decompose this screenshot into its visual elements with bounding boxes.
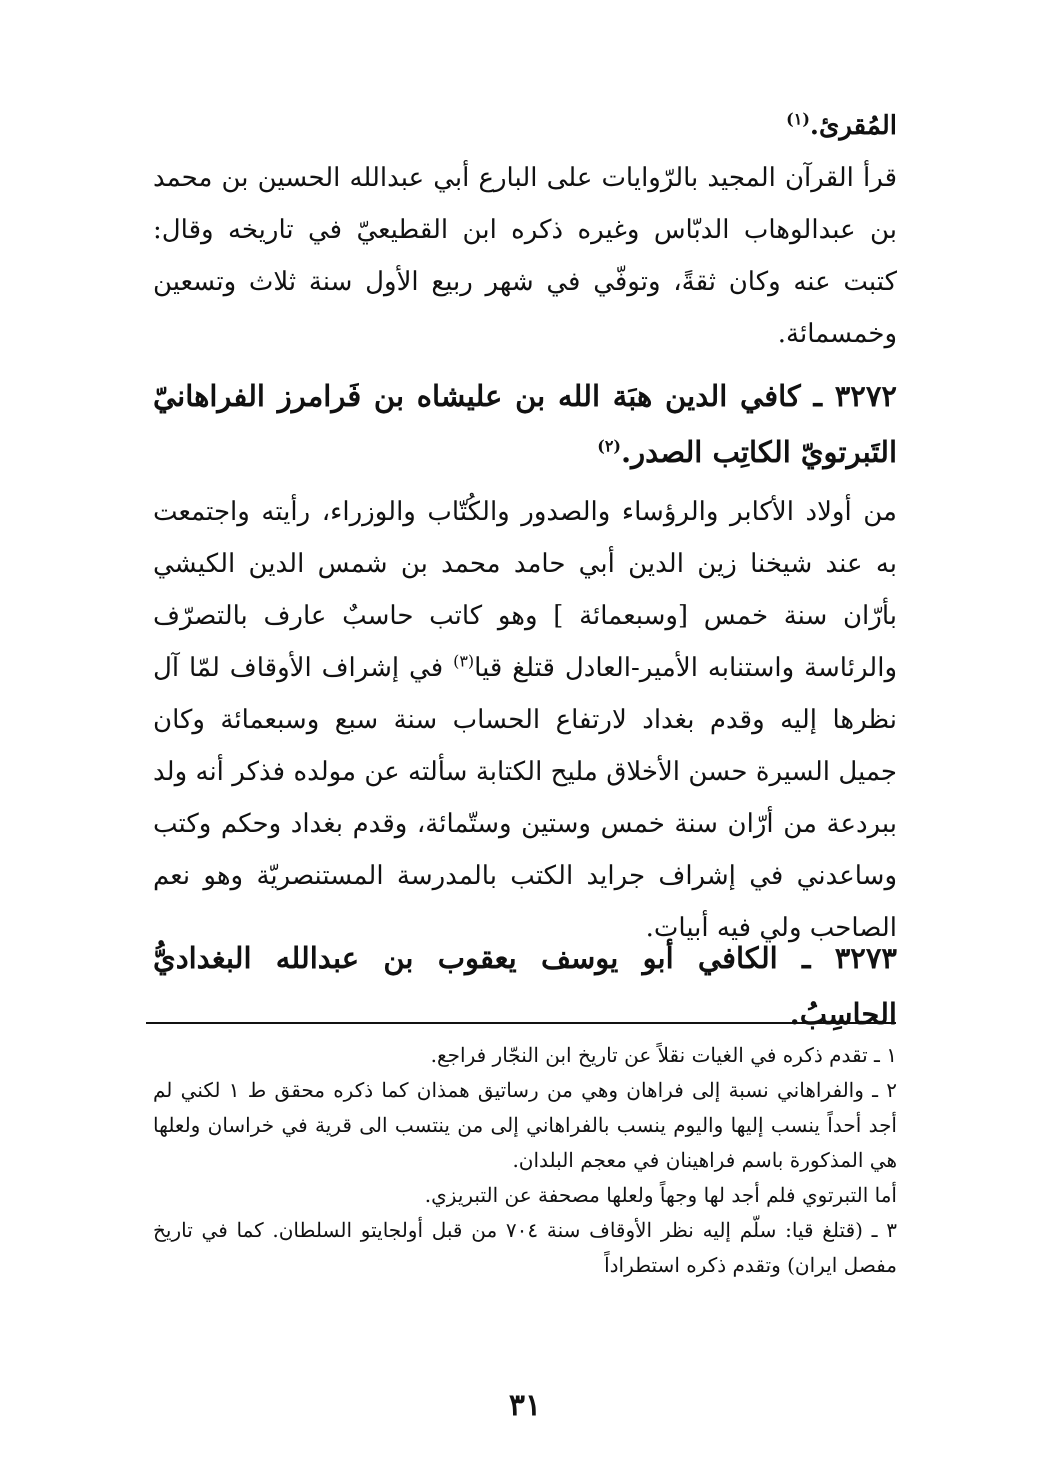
footnote-1: ١ ـ تقدم ذكره في الغيات نقلاً عن تاريخ ابن النجّار فراجع. <box>430 1043 897 1067</box>
entry-3272-heading-text: ٣٢٧٢ ـ كافي الدين هبَة الله بن عليشاه بن فَرامرز الفراهانيّ التَبرتويّ الكاتِب الصدر. <box>153 379 897 469</box>
entry-3271-tail <box>153 100 897 360</box>
footnote-ref-3[interactable]: (٣) <box>453 651 475 671</box>
footnote-3: ٣ ـ (قتلغ قيا: سلّم إليه نظر الأوقاف سنة ٧٠٤ من قبل أولجايتو السلطان. كما في تاريخ مفصل ايران) وتقدم ذكره استطراداً <box>153 1218 898 1277</box>
entry-3271-name: المُقرئ. <box>809 111 897 141</box>
footnote-ref-2[interactable]: (٢) <box>597 436 621 456</box>
entry-3271-body: قرأ القرآن المجيد بالرّوايات على البارع أبي عبدالله الحسين بن محمد بن عبدالوهاب الدبّاس وغيره ذكره ابن القطيعيّ في تاريخه وقال: كتبت عنه وكان ثقةً، وتوفّي في شهر ربيع الأول سنة ثلاث وتسعين وخمسمائة. <box>153 163 897 349</box>
entry-3272 <box>153 368 897 954</box>
entry-3272-body <box>153 486 897 954</box>
entry-3272-body-part1: من أولاد الأكابر والرؤساء والصدور والكُتّاب والوزراء، رأيته واجتمعت به عند شيخنا زين الدين أبي حامد محمد بن شمس الدين الكيشي بأرّان سنة خمس [وسبعمائة ] وهو كاتب حاسبٌ عارف بالتصرّف والرئاسة واستنابه الأمير-العادل قتلغ قيا <box>153 497 898 683</box>
entry-3272-heading <box>153 368 897 480</box>
footnote-2: ٢ ـ والفراهاني نسبة إلى فراهان وهي من رساتيق همذان كما ذكره محقق ط ١ لكني لم أجد أحداً ينسب إليها واليوم ينسب بالفراهاني إلى من ينتسب الى قرية في خراسان ولعلها هي المذكورة باسم فراهينان في معجم البلدان. <box>153 1078 898 1172</box>
footnote-ref-1[interactable]: (١) <box>786 109 810 129</box>
footnote-divider <box>146 1022 896 1024</box>
entry-3272-body-part2: في إشراف الأوقاف لمّا آل نظرها إليه وقدم بغداد لارتفاع الحساب سنة سبع وسبعمائة وكان جميل السيرة حسن الأخلاق مليح الكتابة سألته عن مولده فذكر أنه ولد ببردعة من أرّان سنة خمس وستين وستّمائة، وقدم بغداد وحكم وكتب وساعدني في إشراف جرايد الكتب بالمدرسة المستنصريّة وهو نعم الصاحب ولي فيه أبيات. <box>153 653 897 943</box>
footnote-2-continued: أما التبرتوي فلم أجد لها وجهاً ولعلها مصحفة عن التبريزي. <box>424 1183 897 1207</box>
footnotes <box>153 1038 897 1283</box>
page-number: ٣١ <box>508 1388 542 1423</box>
entry-3273 <box>153 930 897 1042</box>
entry-3273-heading: ٣٢٧٣ ـ الكافي أبو يوسف يعقوب بن عبدالله البغداديُّ الحاسِبُ. <box>153 941 897 1031</box>
entry-3271-name-line <box>153 100 897 152</box>
